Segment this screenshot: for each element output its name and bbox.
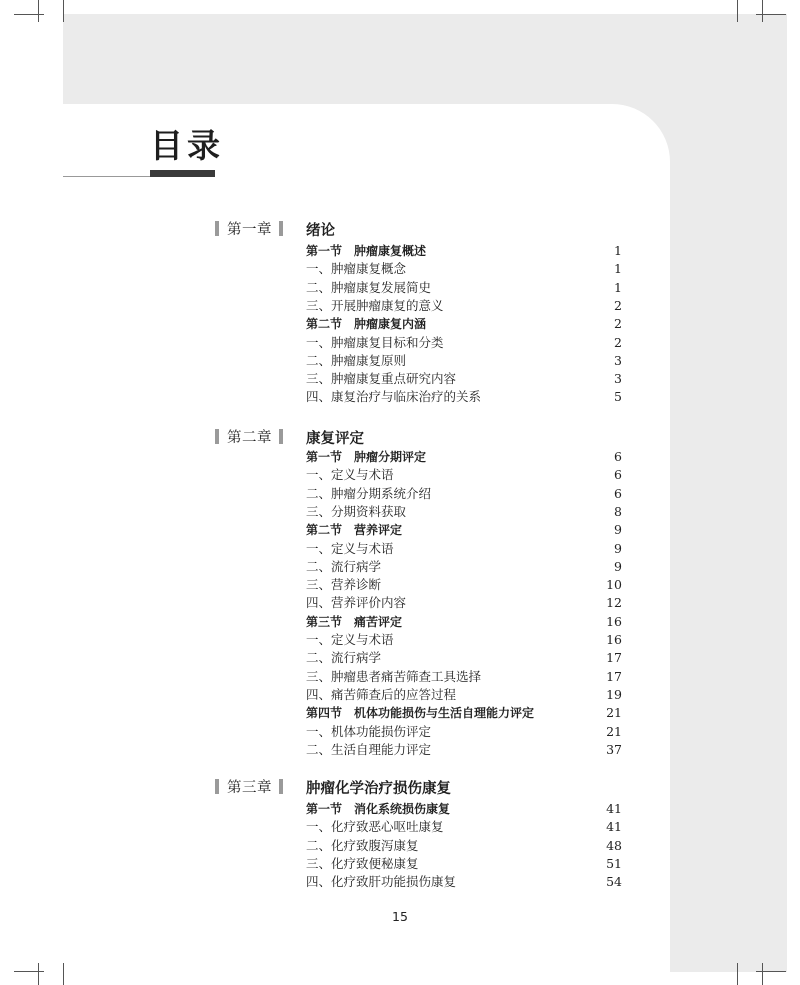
entry-text: 第一节 肿瘤分期评定 [306, 450, 427, 464]
entry-text: 三、肿瘤康复重点研究内容 [306, 371, 457, 387]
toc-section-entry[interactable] [306, 315, 622, 333]
entry-page: 12 [606, 595, 622, 611]
chapter-number: 第一章 [227, 221, 272, 238]
chapter-number: 第二章 [227, 429, 272, 446]
entry-page: 19 [606, 686, 622, 702]
crop-mark [63, 0, 64, 22]
entry-text: 三、开展肿瘤康复的意义 [306, 297, 444, 313]
chapter-label [215, 778, 283, 794]
entry-page: 17 [606, 668, 622, 684]
toc-item-entry[interactable] [306, 334, 622, 352]
toc-item-entry[interactable] [306, 668, 622, 686]
chapter-title[interactable]: 绪论 [306, 223, 335, 239]
toc-item-entry[interactable] [306, 649, 622, 667]
chapter-title[interactable]: 康复评定 [306, 431, 364, 447]
entry-page: 1 [614, 261, 622, 277]
entry-text: 四、化疗致肝功能损伤康复 [306, 874, 457, 890]
entry-text: 第二节 营养评定 [306, 523, 403, 538]
entry-page: 17 [606, 650, 622, 666]
entry-page: 2 [614, 316, 622, 332]
entry-page: 16 [606, 613, 622, 629]
entry-page: 16 [606, 632, 622, 647]
toc-item-entry[interactable] [306, 260, 622, 278]
toc-item-entry[interactable] [306, 873, 622, 891]
entry-text: 四、康复治疗与临床治疗的关系 [306, 389, 482, 405]
entry-text: 三、化疗致便秘康复 [306, 855, 419, 871]
toc-item-entry[interactable] [306, 723, 622, 741]
chapter-bar-left [215, 429, 219, 444]
title-underline-bar [150, 170, 215, 177]
entry-text: 一、机体功能损伤评定 [306, 723, 432, 739]
entry-page: 51 [606, 855, 622, 871]
toc-item-entry[interactable] [306, 279, 622, 297]
entry-text: 一、定义与术语 [306, 632, 394, 647]
entry-page: 21 [606, 723, 622, 739]
entry-text: 二、流行病学 [306, 558, 382, 574]
entry-page: 6 [614, 485, 622, 501]
entry-page: 41 [606, 819, 622, 835]
entry-text: 三、营养诊断 [306, 577, 382, 593]
entry-text: 四、痛苦筛查后的应答过程 [306, 686, 457, 702]
chapter-bar-left [215, 221, 219, 236]
toc-section-entry[interactable] [306, 613, 622, 631]
entry-page: 1 [614, 243, 622, 258]
entry-page: 9 [614, 522, 622, 538]
entry-page: 6 [614, 449, 622, 464]
crop-mark [14, 14, 44, 15]
entry-page: 48 [606, 837, 622, 853]
crop-mark [14, 971, 44, 972]
crop-mark [737, 963, 738, 985]
toc-item-entry[interactable] [306, 297, 622, 315]
toc-item-entry[interactable] [306, 594, 622, 612]
page-number: 15 [392, 909, 408, 924]
crop-mark [63, 963, 64, 985]
entry-page: 21 [606, 705, 622, 721]
chapter-bar-right [279, 779, 283, 794]
toc-item-entry[interactable] [306, 352, 622, 370]
entry-text: 第三节 痛苦评定 [306, 614, 403, 629]
toc-item-entry[interactable] [306, 818, 622, 836]
toc-item-entry[interactable] [306, 370, 622, 388]
chapter-bar-left [215, 779, 219, 794]
entry-text: 三、肿瘤患者痛苦筛查工具选择 [306, 668, 482, 684]
entry-page: 9 [614, 558, 622, 574]
crop-mark [756, 971, 786, 972]
chapter-bar-right [279, 221, 283, 236]
entry-page: 37 [606, 741, 622, 757]
entry-text: 二、肿瘤康复原则 [306, 352, 407, 368]
toc-item-entry[interactable] [306, 503, 622, 521]
entry-text: 一、定义与术语 [306, 540, 394, 556]
entry-page: 41 [606, 801, 622, 816]
entry-page: 2 [614, 297, 622, 313]
entry-page: 1 [614, 279, 622, 295]
toc-item-entry[interactable] [306, 837, 622, 855]
entry-page: 9 [614, 540, 622, 556]
entry-page: 54 [606, 874, 622, 890]
toc-section-entry[interactable] [306, 800, 622, 818]
entry-text: 一、肿瘤康复目标和分类 [306, 334, 444, 350]
entry-text: 二、肿瘤分期系统介绍 [306, 485, 432, 501]
crop-mark [38, 963, 39, 985]
toc-section-entry[interactable] [306, 704, 622, 722]
crop-mark [737, 0, 738, 22]
crop-mark [762, 0, 763, 22]
entry-text: 四、营养评价内容 [306, 595, 407, 611]
entry-page: 3 [614, 371, 622, 387]
entry-page: 8 [614, 503, 622, 519]
entry-page: 10 [606, 577, 622, 593]
chapter-title[interactable]: 肿瘤化学治疗损伤康复 [306, 781, 451, 797]
toc-item-entry[interactable] [306, 388, 622, 406]
toc-section-entry[interactable] [306, 521, 622, 539]
entry-text: 一、定义与术语 [306, 467, 394, 483]
toc-item-entry[interactable] [306, 576, 622, 594]
toc-item-entry[interactable] [306, 466, 622, 484]
entry-text: 一、肿瘤康复概念 [306, 261, 407, 277]
entry-page: 6 [614, 467, 622, 483]
entry-page: 2 [614, 334, 622, 350]
chapter-number: 第三章 [227, 779, 272, 796]
toc-section-entry[interactable] [306, 242, 622, 260]
chapter-bar-right [279, 429, 283, 444]
toc-item-entry[interactable] [306, 686, 622, 704]
entry-text: 二、肿瘤康复发展简史 [306, 279, 432, 295]
toc-section-entry[interactable] [306, 448, 622, 466]
toc-item-entry[interactable] [306, 540, 622, 558]
toc-item-entry[interactable] [306, 631, 622, 649]
entry-text: 第四节 机体功能损伤与生活自理能力评定 [306, 706, 535, 721]
entry-text: 二、化疗致腹泻康复 [306, 837, 419, 853]
chapter-label [215, 220, 283, 236]
entry-text: 第二节 肿瘤康复内涵 [306, 317, 427, 332]
entry-text: 二、流行病学 [306, 650, 382, 666]
entry-text: 第一节 肿瘤康复概述 [306, 244, 427, 258]
toc-item-entry[interactable] [306, 741, 622, 759]
entry-text: 二、生活自理能力评定 [306, 741, 432, 757]
entry-page: 3 [614, 352, 622, 368]
crop-mark [756, 14, 786, 15]
entry-text: 三、分期资料获取 [306, 503, 407, 519]
toc-item-entry[interactable] [306, 558, 622, 576]
entry-text: 一、化疗致恶心呕吐康复 [306, 819, 444, 835]
toc-item-entry[interactable] [306, 855, 622, 873]
chapter-label [215, 428, 283, 444]
entry-text: 第一节 消化系统损伤康复 [306, 802, 451, 816]
crop-mark [38, 0, 39, 22]
crop-mark [762, 963, 763, 985]
entry-page: 5 [614, 389, 622, 405]
toc-item-entry[interactable] [306, 485, 622, 503]
page-title: 目录 [150, 126, 224, 165]
